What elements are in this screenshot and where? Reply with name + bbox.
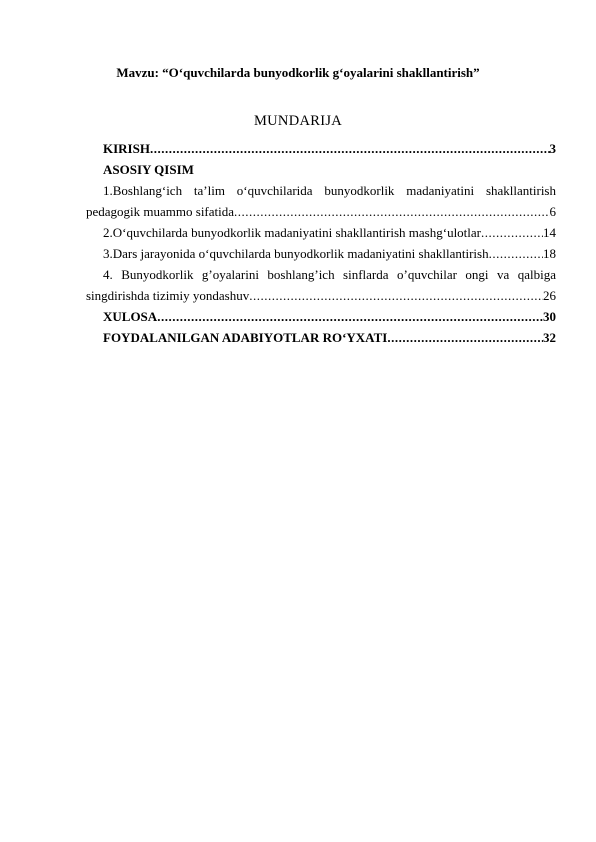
toc-leader-dots xyxy=(481,222,543,243)
toc-entry-title: XULOSA xyxy=(103,309,158,324)
toc-entry-title-line1: 4. Bunyodkorlik g’oyalarini boshlang’ich sinflarda o’quvchilar ongi va qalbiga xyxy=(103,267,556,282)
toc-entry-title-line2: pedagogik muammo sifatida xyxy=(86,204,235,219)
toc-entry-asosiy[interactable] xyxy=(86,159,556,180)
toc-entry-title-line1: 1.Boshlang‘ich ta’lim o‘quvchilarida bunyodkorlik madaniyatini shakllantirish xyxy=(103,183,556,198)
toc-entry-item3[interactable] xyxy=(86,243,556,264)
toc-entry-title: 2.O‘quvchilarda bunyodkorlik madaniyatini shakllantirish mashg‘ulotlar xyxy=(103,225,482,240)
toc-entry-page: 26 xyxy=(543,288,556,303)
toc-entry-title: KIRISH xyxy=(103,141,150,156)
toc-entry-item1[interactable] xyxy=(86,180,556,222)
toc-entry-item4[interactable] xyxy=(86,264,556,306)
toc-leader-dots xyxy=(157,306,543,327)
toc-entry-title: 3.Dars jarayonida o‘quvchilarda bunyodkorlik madaniyatini shakllantirish xyxy=(103,246,489,261)
toc-entry-page: 14 xyxy=(543,225,556,240)
toc-entry-page: 18 xyxy=(543,246,556,261)
toc-entry-title: FOYDALANILGAN ADABIYOTLAR RO‘YXATI xyxy=(103,330,388,345)
toc-leader-dots xyxy=(387,327,543,348)
document-topic: Mavzu: “O‘quvchilarda bunyodkorlik g‘oyalarini shakllantirish” xyxy=(116,65,480,80)
toc-entry-adabiyotlar[interactable] xyxy=(86,327,556,348)
toc-entry-page: 30 xyxy=(543,309,556,324)
toc-entry-page: 3 xyxy=(549,141,556,156)
toc-entry-item2[interactable] xyxy=(86,222,556,243)
toc-entry-title-line2: singdirishda tizimiy yondashuv xyxy=(86,288,250,303)
toc-entry-xulosa[interactable] xyxy=(86,306,556,327)
toc-leader-dots xyxy=(249,285,543,306)
toc-entry-title: ASOSIY QISIM xyxy=(103,162,194,177)
toc-leader-dots xyxy=(489,243,543,264)
toc-leader-dots xyxy=(150,138,550,159)
table-of-contents xyxy=(86,138,556,348)
toc-entry-page: 32 xyxy=(543,330,556,345)
toc-leader-dots xyxy=(234,201,549,222)
toc-entry-kirish[interactable] xyxy=(86,138,556,159)
toc-heading: MUNDARIJA xyxy=(253,113,343,129)
toc-entry-page: 6 xyxy=(549,204,556,219)
